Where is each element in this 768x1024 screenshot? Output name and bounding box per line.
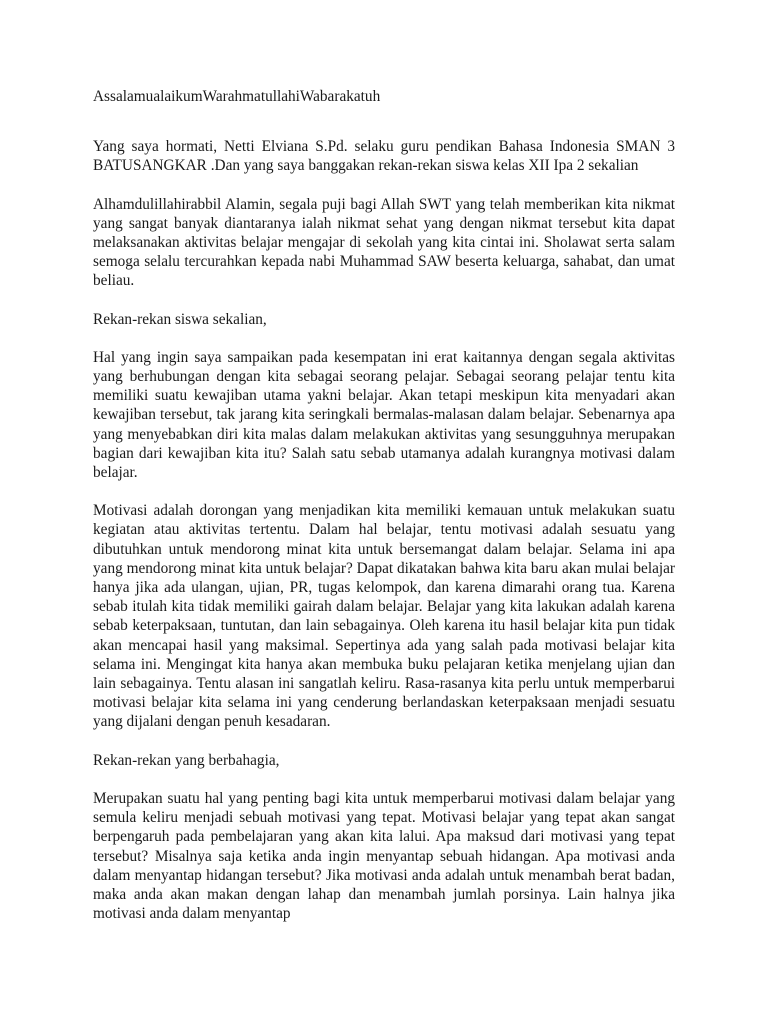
paragraph-address-students: Rekan-rekan siswa sekalian, xyxy=(93,310,267,328)
document-page xyxy=(93,87,675,923)
paragraph-address-audience: Rekan-rekan yang berbahagia, xyxy=(93,751,280,769)
paragraph-salutation: Yang saya hormati, Netti Elviana S.Pd. selaku guru pendikan Bahasa Indonesia SMAN 3 BATUSANGKAR .Dan yang saya banggakan rekan-rekan siswa kelas XII Ipa 2 sekalian xyxy=(93,138,675,175)
paragraph-motivation: Motivasi adalah dorongan yang menjadikan kita memiliki kemauan untuk melakukan suatu kegiatan atau aktivitas tertentu. Dalam hal belajar, tentu motivasi adalah sesuatu yang dibutuhkan untuk mendorong minat kita untuk bersemangat dalam belajar. Selama ini apa yang mendorong minat kita untuk belajar? Dapat dikatakan bahwa kita baru akan mulai belajar hanya jika ada ulangan, ujian, PR, tugas kelompok, dan karena dimarahi orang tua. Karena sebab itulah kita tidak memiliki gairah dalam belajar. Belajar yang kita lakukan adalah karena sebab keterpaksaan, tuntutan, dan lain sebagainya. Oleh karena itu hasil belajar kita pun tidak akan mencapai hasil yang maksimal. Sepertinya ada yang salah pada motivasi belajar kita selama ini. Mengingat kita hanya akan membuka buku pelajaran ketika menjelang ujian dan lain sebagainya. Tentu alasan ini sangatlah keliru. Rasa-rasanya kita perlu untuk memperbarui motivasi belajar kita selama ini yang cenderung berlandaskan keterpaksaan menjadi sesuatu yang dijalani dengan penuh kesadaran. xyxy=(93,502,675,731)
paragraph-opening-praise: Alhamdulillahirabbil Alamin, segala puji bagi Allah SWT yang telah memberikan kita nikmat yang sangat banyak diantaranya ialah nikmat sehat yang dengan nikmat tersebut kita dapat melaksanakan aktivitas belajar mengajar di sekolah yang kita cintai ini. Sholawat serta salam semoga selalu tercurahkan kepada nabi Muhammad SAW beserta keluarga, sahabat, dan umat beliau. xyxy=(93,195,675,290)
paragraph-renew-motivation: Merupakan suatu hal yang penting bagi kita untuk memperbarui motivasi dalam belajar yang semula keliru menjadi sebuah motivasi yang tepat. Motivasi belajar yang tepat akan sangat berpengaruh pada pembelajaran yang akan kita lalui. Apa maksud dari motivasi yang tepat tersebut? Misalnya saja ketika anda ingin menyantap sebuah hidangan. Apa motivasi anda dalam menyantap hidangan tersebut? Jika motivasi anda adalah untuk menambah berat badan, maka anda akan makan dengan lahap dan menambah jumlah porsinya. Lain halnya jika motivasi anda dalam menyantap xyxy=(93,789,675,923)
greeting-line: AssalamualaikumWarahmatullahiWabarakatuh xyxy=(93,88,381,105)
paragraph-topic-intro: Hal yang ingin saya sampaikan pada kesempatan ini erat kaitannya dengan segala aktivitas yang berhubungan dengan kita sebagai seorang pelajar. Sebagai seorang pelajar tentu kita memiliki suatu kewajiban utama yakni belajar. Akan tetapi meskipun kita menyadari akan kewajiban tersebut, tak jarang kita seringkali bermalas-malasan dalam belajar. Sebenarnya apa yang menyebabkan diri kita malas dalam melakukan aktivitas yang sesungguhnya merupakan bagian dari kewajiban kita itu? Salah satu sebab utamanya adalah kurangnya motivasi dalam belajar. xyxy=(93,348,675,482)
